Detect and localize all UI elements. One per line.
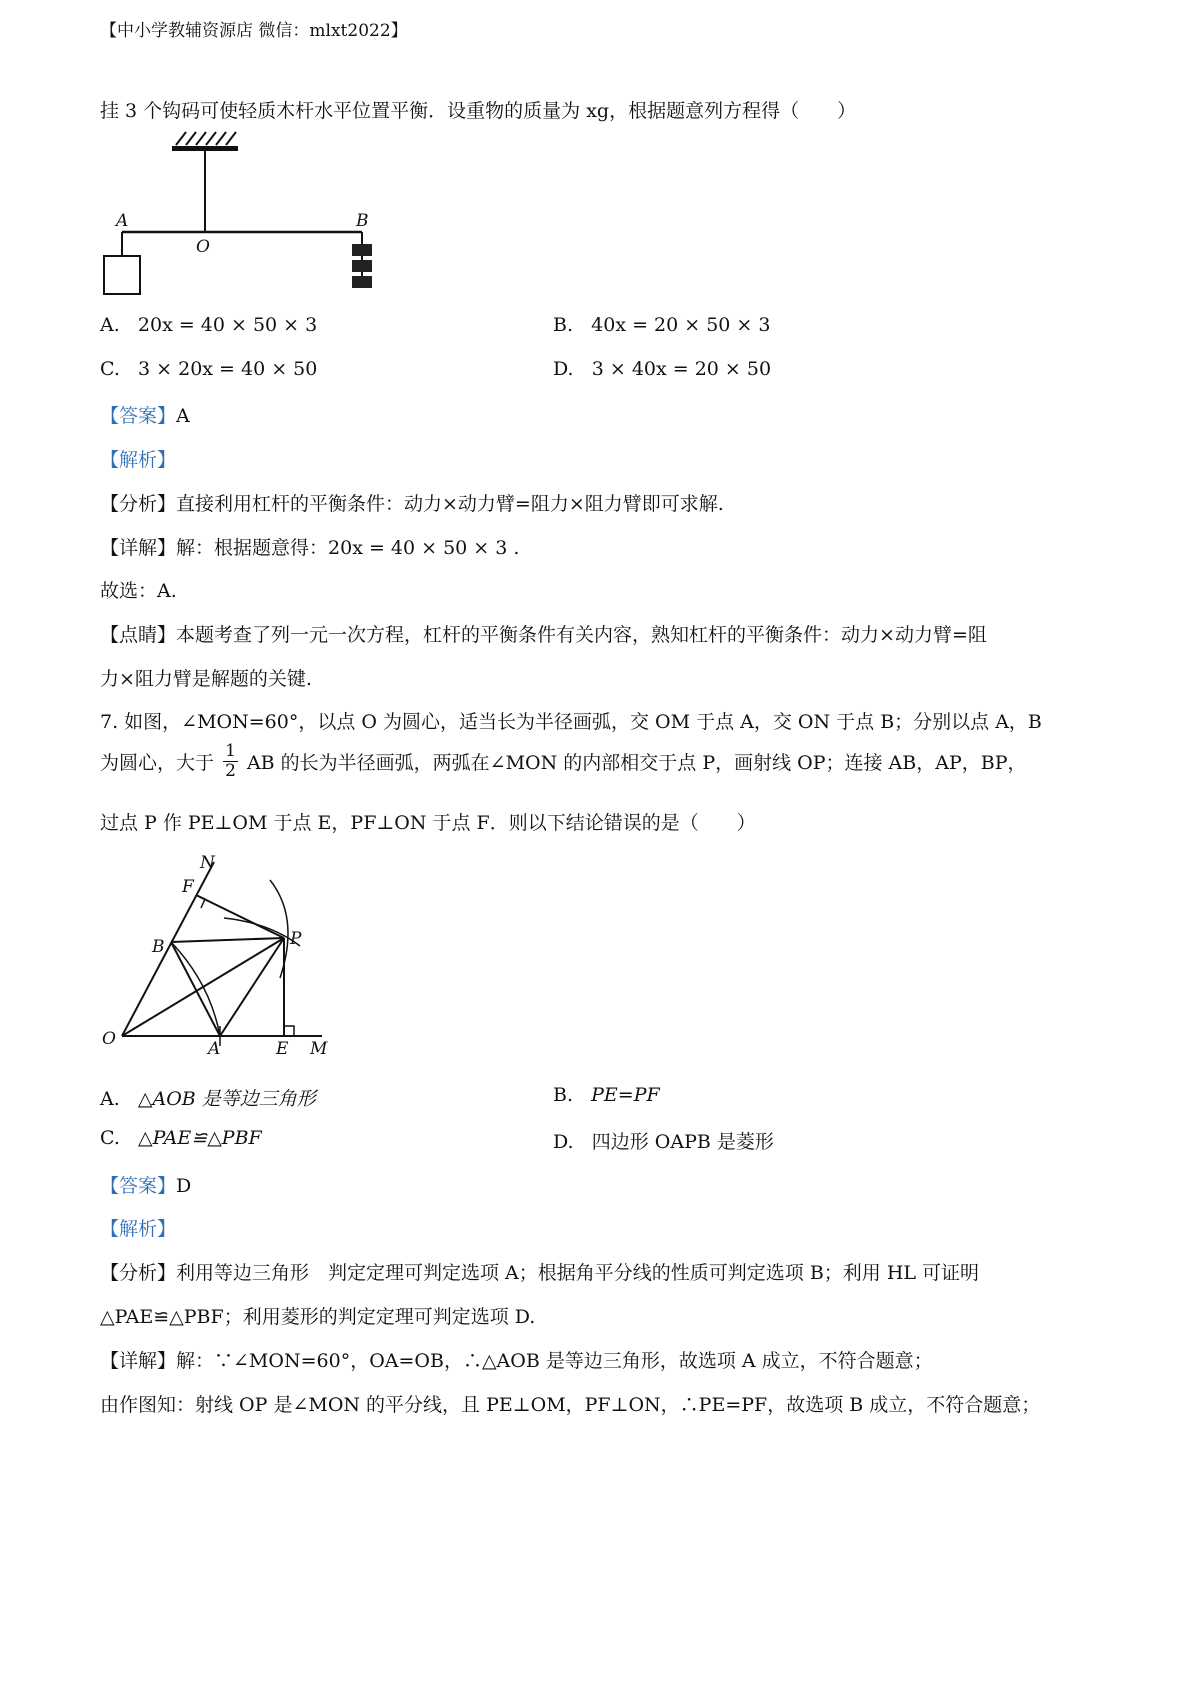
answer-value: A <box>176 405 190 427</box>
right-angle-E <box>284 1026 294 1036</box>
label-B: B <box>152 937 165 957</box>
answer-tag: 【答案】 <box>100 405 177 427</box>
option-letter: D. <box>553 358 574 380</box>
label-N: N <box>200 853 215 873</box>
option-letter: C. <box>100 1127 120 1149</box>
label-B: B <box>356 211 369 231</box>
answer-tag: 【答案】 <box>100 1175 177 1197</box>
lever-figure <box>100 128 400 303</box>
xiangjie-tag: 【详解】 <box>100 1350 177 1372</box>
heavy-object <box>104 256 140 294</box>
q6-guxuan: 故选：A. <box>100 580 177 602</box>
frac-denominator: 2 <box>225 761 236 781</box>
option-text: △AOB 是等边三角形 <box>137 1088 316 1110</box>
dianjing-tag: 【点睛】 <box>100 624 177 646</box>
xiangjie-text: 解：根据题意得：20x = 40 × 50 × 3 . <box>176 537 520 559</box>
q6-option-c[interactable] <box>100 358 317 380</box>
q7-answer <box>100 1171 191 1198</box>
label-O: O <box>196 237 210 257</box>
answer-value: D <box>176 1175 192 1197</box>
segment-BP <box>171 938 284 942</box>
q7-stem-line1: 7. 如图，∠MON=60°，以点 O 为圆心，适当长为半径画弧，交 OM 于点 A，交 ON 于点 B；分别以点 A，B <box>100 711 1042 733</box>
option-letter: A. <box>100 314 120 336</box>
frac-numerator: 1 <box>225 741 236 761</box>
fenxi-tag: 【分析】 <box>100 1262 177 1284</box>
option-text: △PAE≌△PBF <box>138 1127 262 1149</box>
ray-ON <box>122 862 214 1036</box>
option-text: 3 × 20x = 40 × 50 <box>138 358 318 380</box>
option-letter: D. <box>553 1131 574 1153</box>
ceiling-bar <box>172 146 238 151</box>
q7-xiangjie-line2: 由作图知：射线 OP 是∠MON 的平分线，且 PE⊥OM，PF⊥ON，∴PE=PF，故选项 B 成立，不符合题意； <box>100 1394 1041 1416</box>
q6-stem: 挂 3 个钩码可使轻质木杆水平位置平衡．设重物的质量为 xg，根据题意列方程得（ ） <box>100 100 857 122</box>
dianjing-text: 本题考查了列一元一次方程，杠杆的平衡条件有关内容，熟知杠杆的平衡条件：动力×动力臂=阻 <box>176 624 987 646</box>
stem-text: AB 的长为半径画弧，两弧在∠MON 的内部相交于点 P，画射线 OP；连接 AB，AP，BP， <box>246 752 1027 774</box>
label-M: M <box>310 1039 328 1059</box>
label-A: A <box>116 211 129 231</box>
option-text: 四边形 OAPB 是菱形 <box>591 1131 774 1153</box>
q7-xiangjie-line1 <box>100 1346 933 1373</box>
q7-option-c[interactable] <box>100 1127 262 1149</box>
q7-stem-line2 <box>100 742 1026 781</box>
angle-bisector-figure <box>100 848 335 1063</box>
stem-text: 为圆心，大于 <box>100 752 215 774</box>
fenxi-text: 利用等边三角形 判定定理可判定选项 A；根据角平分线的性质可判定选项 B；利用 HL 可证明 <box>176 1262 980 1284</box>
label-E: E <box>276 1039 289 1059</box>
q6-fenxi <box>100 489 724 516</box>
segment-AB <box>171 942 220 1036</box>
q6-option-d[interactable] <box>553 358 771 380</box>
segment-AP <box>220 938 284 1036</box>
arc-from-A <box>270 880 288 978</box>
right-angle-F <box>196 895 205 908</box>
page-header: 【中小学教辅资源店 微信：mlxt2022】 <box>100 21 408 41</box>
q7-option-d[interactable] <box>553 1127 774 1154</box>
ceiling-hatch <box>176 132 236 145</box>
q7-stem-line3: 过点 P 作 PE⊥OM 于点 E，PF⊥ON 于点 F．则以下结论错误的是（ ） <box>100 812 756 834</box>
option-text: 40x = 20 × 50 × 3 <box>591 314 771 336</box>
q6-dianjing-line1 <box>100 620 987 647</box>
q6-option-b[interactable] <box>553 314 770 336</box>
hook-weights <box>352 244 372 288</box>
option-text: PE=PF <box>591 1084 660 1106</box>
fenxi-tag: 【分析】 <box>100 493 177 515</box>
label-O: O <box>102 1029 116 1049</box>
q6-option-a[interactable] <box>100 314 317 336</box>
q6-answer <box>100 401 190 428</box>
option-text: 20x = 40 × 50 × 3 <box>137 314 318 336</box>
q7-option-a[interactable] <box>100 1084 316 1111</box>
option-letter: C. <box>100 358 120 380</box>
label-F: F <box>182 877 194 897</box>
xiangjie-tag: 【详解】 <box>100 537 177 559</box>
option-letter: B. <box>553 314 574 336</box>
q7-jiexi-tag: 【解析】 <box>100 1218 177 1240</box>
option-letter: A. <box>100 1088 120 1110</box>
option-text: 3 × 40x = 20 × 50 <box>591 358 772 380</box>
fenxi-text: 直接利用杠杆的平衡条件：动力×动力臂=阻力×阻力臂即可求解. <box>176 493 724 515</box>
xiangjie-text: 解：∵∠MON=60°，OA=OB，∴△AOB 是等边三角形，故选项 A 成立，不符合题意； <box>176 1350 933 1372</box>
q6-dianjing-line2: 力×阻力臂是解题的关键. <box>100 668 312 690</box>
label-A: A <box>208 1039 221 1059</box>
q6-xiangjie <box>100 533 519 560</box>
option-letter: B. <box>553 1084 574 1106</box>
q7-option-b[interactable] <box>553 1084 660 1106</box>
segment-PF <box>196 895 284 938</box>
q7-fenxi-line1 <box>100 1258 979 1285</box>
fraction-half <box>223 742 238 781</box>
q7-fenxi-line2: △PAE≌△PBF；利用菱形的判定定理可判定选项 D. <box>100 1306 536 1328</box>
q6-jiexi-tag: 【解析】 <box>100 449 177 471</box>
label-P: P <box>290 929 302 949</box>
